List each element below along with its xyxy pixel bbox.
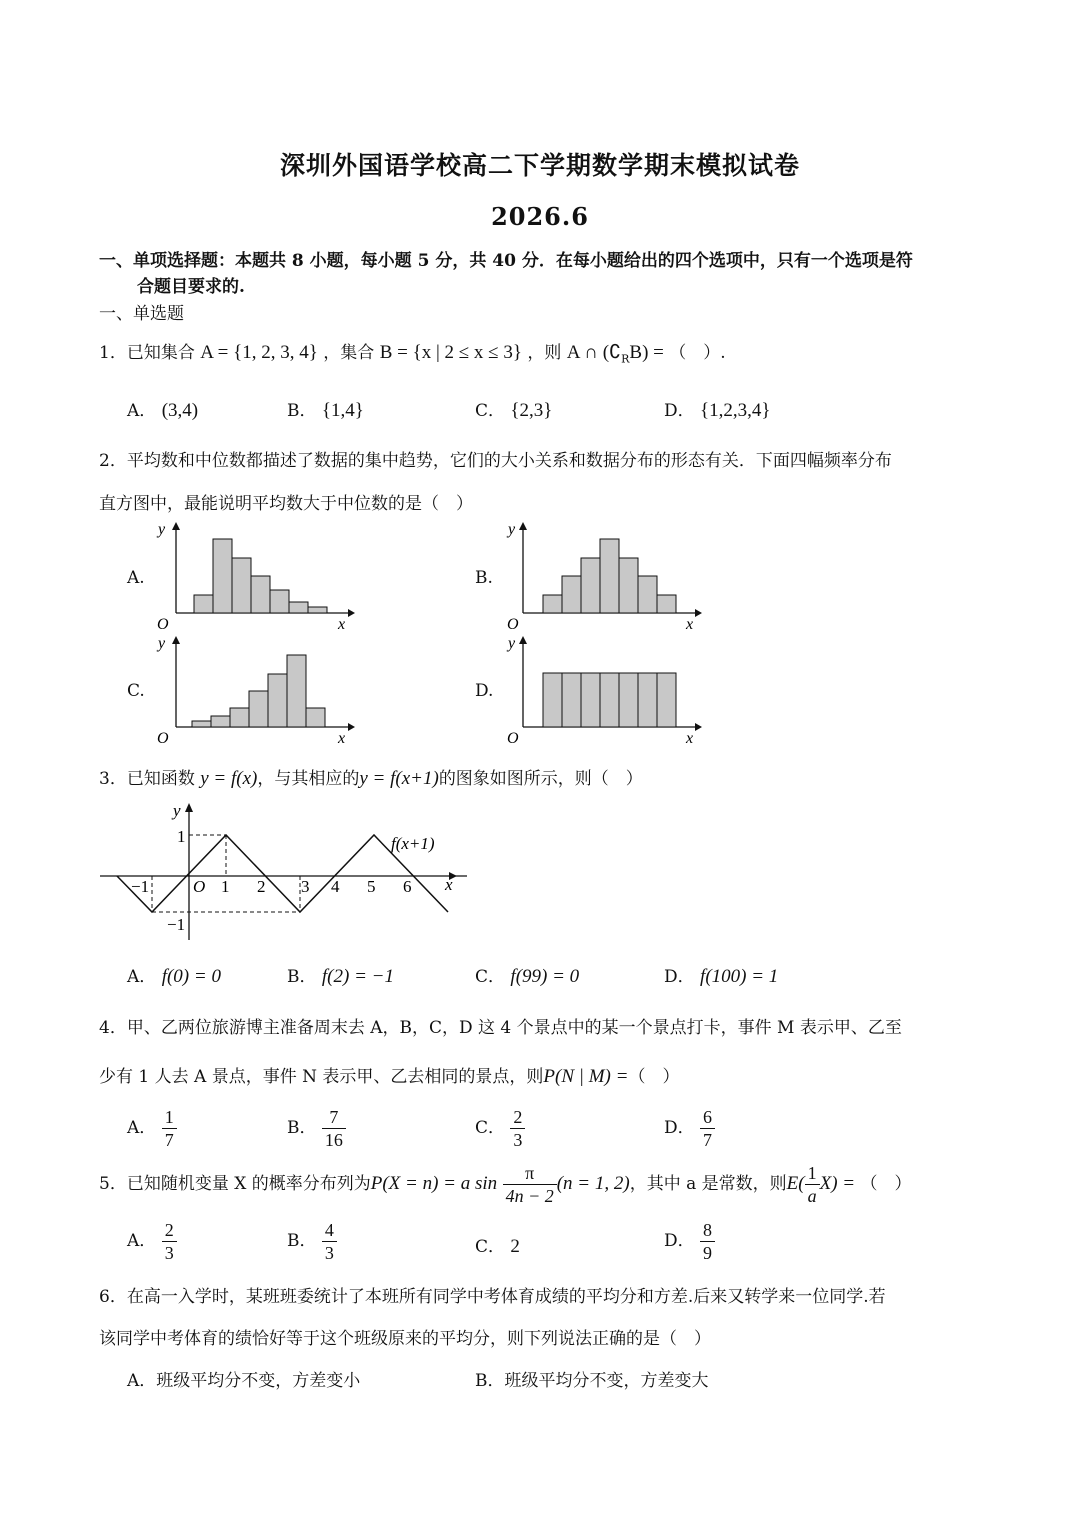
histogram-d-y-label: y [508,635,516,652]
question-4-line1: 4．甲、乙两位旅游博主准备周末去 A，B，C，D 这 4 个景点中的某一个景点打卡，事件 M 表示甲、乙至 [99,1018,902,1038]
q3-option-c[interactable]: C． f(99) = 0 [475,966,580,987]
histogram-d-origin: O [507,730,519,747]
tick-6: 6 [403,877,412,896]
histogram-c-x-label: x [338,730,346,747]
section-instruction-line1: 一、单项选择题：本题共 8 小题，每小题 5 分，共 40 分．在每小题给出的四个选项中，只有一个选项是符 [99,251,913,271]
histogram-c [150,632,360,747]
q4-option-c[interactable]: C． $\frac{2}{3}$ [475,1106,525,1151]
q1-option-a[interactable]: A． (3,4) [127,400,199,421]
histogram-a [150,518,360,633]
q5-option-a[interactable]: A． $\frac{2}{3}$ [127,1219,177,1264]
question-5: 5．已知随机变量 X 的概率分布列为P(X = n) = a sin $\frac{\pi}{4n - 2}$ (n = 1, 2)，其中 a 是常数，则E( $\frac{1}{a}$ X) = （ ） [99,1163,912,1206]
q2-option-b[interactable]: B. [475,568,493,588]
exam-date: 2026.6 [491,202,589,231]
tick-1: 1 [221,877,230,896]
q5-option-b[interactable]: B． $\frac{4}{3}$ [287,1219,337,1264]
histogram-a-y-label: y [158,521,166,538]
q5-option-c[interactable]: C． 2 [475,1236,520,1257]
tick-5: 5 [367,877,376,896]
question-1: 1．已知集合 A = {1, 2, 3, 4} ，集合 B = {x | 2 ≤ x ≤ 3} ，则 A ∩ $(∁_RB)$ = （ ）. [99,342,726,366]
q5-option-d[interactable]: D． $\frac{8}{9}$ [664,1219,715,1264]
page-title: 深圳外国语学校高二下学期数学期末模拟试卷 [279,151,800,180]
y-tick-minus1: −1 [167,915,186,934]
question-3: 3．已知函数 y = f(x)，与其相应的y = f(x+1)的图象如图所示，则（ ） [99,768,643,789]
y-tick-1: 1 [177,827,186,846]
q2-option-a[interactable]: A. [127,568,145,588]
q2-option-d[interactable]: D. [475,681,494,701]
histogram-b-origin: O [507,616,519,633]
section-subheading: 一、单选题 [99,304,184,324]
histogram-d [500,632,710,747]
question-6-line1: 6．在高一入学时，某班班委统计了本班所有同学中考体育成绩的平均分和方差.后来又转学来一位同学.若 [99,1287,886,1307]
curve-label: f(x+1) [391,834,435,853]
q3-option-a[interactable]: A． f(0) = 0 [127,966,221,987]
tick-minus1: −1 [131,877,150,896]
tick-3: 3 [301,877,310,896]
q3-option-d[interactable]: D． f(100) = 1 [664,966,779,987]
question-4-line2: 少有 1 人去 A 景点，事件 N 表示甲、乙去相同的景点，则P(N | M) =（ ） [99,1066,680,1087]
graph-x-label: x [445,875,453,894]
q4-option-d[interactable]: D． $\frac{6}{7}$ [664,1106,715,1151]
histogram-a-origin: O [157,616,169,633]
q6-option-b[interactable]: B．班级平均分不变，方差变大 [475,1371,709,1391]
graph-origin: O [193,877,206,896]
histogram-c-origin: O [157,730,169,747]
histogram-b-x-label: x [686,616,694,633]
question-6-line2: 该同学中考体育的绩恰好等于这个班级原来的平均分，则下列说法正确的是（ ） [99,1329,711,1349]
histogram-b [500,518,710,633]
q4-option-a[interactable]: A． $\frac{1}{7}$ [127,1106,177,1151]
q2-option-c[interactable]: C. [127,681,145,701]
question-2-line2: 直方图中，最能说明平均数大于中位数的是（ ） [99,494,473,514]
histogram-c-y-label: y [158,635,166,652]
function-graph [97,800,467,950]
tick-4: 4 [331,877,340,896]
q1-option-c[interactable]: C． {2,3} [475,400,553,421]
question-2-line1: 2．平均数和中位数都描述了数据的集中趋势，它们的大小关系和数据分布的形态有关．下面四幅频率分布 [99,451,892,471]
tick-2: 2 [257,877,266,896]
q3-option-b[interactable]: B． f(2) = −1 [287,966,394,987]
histogram-a-x-label: x [338,616,346,633]
q6-option-a[interactable]: A．班级平均分不变，方差变小 [127,1371,361,1391]
q1-option-b[interactable]: B． {1,4} [287,400,364,421]
section-instruction-line2: 合题目要求的. [137,277,245,297]
histogram-d-x-label: x [686,730,694,747]
graph-y-label: y [173,801,181,820]
q1-option-d[interactable]: D． {1,2,3,4} [664,400,771,421]
q4-option-b[interactable]: B． $\frac{7}{16}$ [287,1106,346,1151]
histogram-b-y-label: y [508,521,516,538]
